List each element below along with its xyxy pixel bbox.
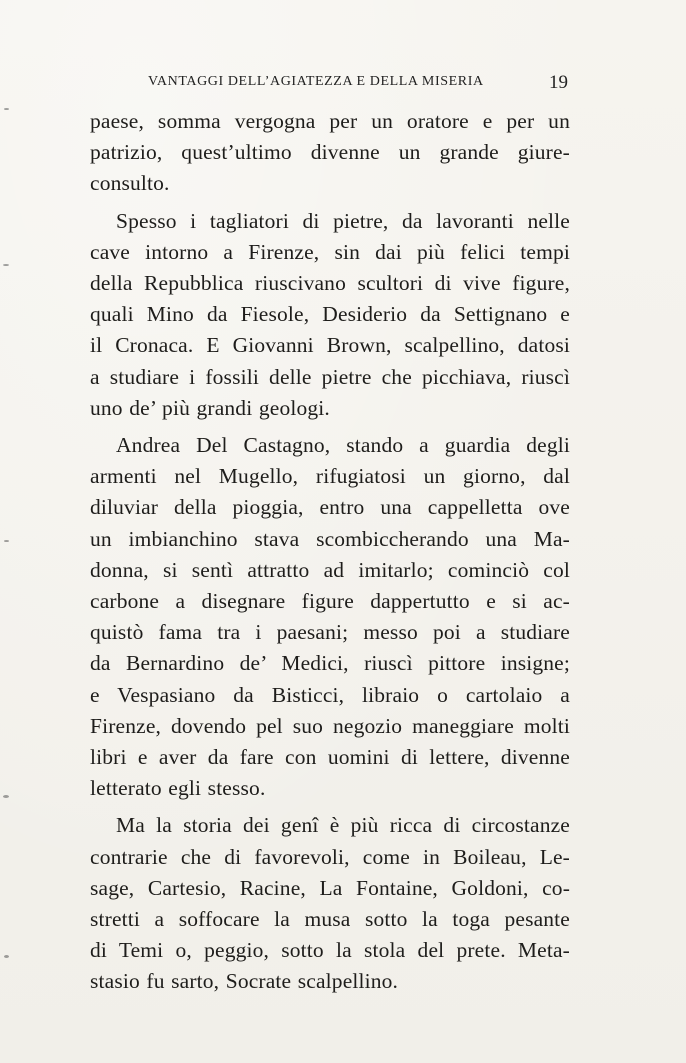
text-line: uno de’ più grandi geologi. xyxy=(90,395,330,420)
text-line: Firenze, dovendo pel suo negozio maneggiare molti xyxy=(90,713,570,738)
text-line: paese, somma vergogna per un oratore e per un xyxy=(90,109,570,133)
text-line: cave intorno a Firenze, sin dai più felici tempi xyxy=(90,239,570,264)
text-line: libri e aver da fare con uomini di lettere, divenne xyxy=(90,745,570,770)
scan-speck xyxy=(4,108,9,110)
paragraph-3 xyxy=(90,430,570,804)
text-line: quali Mino da Fiesole, Desiderio da Settignano e xyxy=(90,302,570,327)
text-line: di Temi o, peggio, sotto la stola del prete. Meta- xyxy=(90,938,570,963)
text-line: Ma la storia dei genî è più ricca di circostanze xyxy=(116,813,570,838)
page-header xyxy=(148,72,568,96)
scan-speck xyxy=(4,955,9,958)
text-line: il Cronaca. E Giovanni Brown, scalpellino, datosi xyxy=(90,333,570,358)
text-line: consulto. xyxy=(90,171,170,196)
text-line: quistò fama tra i paesani; messo poi a studiare xyxy=(90,620,570,645)
text-line: a studiare i fossili delle pietre che picchiava, riuscì xyxy=(90,364,570,389)
text-line: e Vespasiano da Bisticci, libraio o cartolaio a xyxy=(90,682,570,707)
paragraph-1 xyxy=(90,106,570,200)
text-line: Andrea Del Castagno, stando a guardia degli xyxy=(116,433,570,458)
text-line: Spesso i tagliatori di pietre, da lavoranti nelle xyxy=(116,208,570,233)
text-line: patrizio, quest’ultimo divenne un grande giure- xyxy=(90,140,570,165)
paragraph-2 xyxy=(90,206,570,424)
scan-speck xyxy=(3,264,9,266)
paragraph-4 xyxy=(90,810,570,997)
text-line: contrarie che di favorevoli, come in Boileau, Le- xyxy=(90,844,570,869)
scan-speck xyxy=(4,540,9,542)
text-line: stasio fu sarto, Socrate scalpellino. xyxy=(90,969,399,994)
text-line: letterato egli stesso. xyxy=(90,776,266,801)
text-line: donna, si sentì attratto ad imitarlo; cominciò col xyxy=(90,557,570,582)
text-line: diluviar della pioggia, entro una cappelletta ove xyxy=(90,495,570,520)
text-line: carbone a disegnare figure dappertutto e si ac- xyxy=(90,589,570,614)
text-line: sage, Cartesio, Racine, La Fontaine, Goldoni, co- xyxy=(90,875,570,900)
body-text xyxy=(90,106,570,998)
text-line: da Bernardino de’ Medici, riuscì pittore insigne; xyxy=(90,651,570,676)
page-number: 19 xyxy=(549,72,568,93)
running-title: VANTAGGI DELL’AGIATEZZA E DELLA MISERIA xyxy=(148,74,484,89)
text-line: della Repubblica riuscivano scultori di vive figure, xyxy=(90,271,570,296)
text-line: un imbianchino stava scombiccherando una Ma- xyxy=(90,526,570,551)
text-line: armenti nel Mugello, rifugiatosi un giorno, dal xyxy=(90,464,570,489)
text-line: stretti a soffocare la musa sotto la toga pesante xyxy=(90,907,570,932)
scan-speck xyxy=(3,795,9,798)
